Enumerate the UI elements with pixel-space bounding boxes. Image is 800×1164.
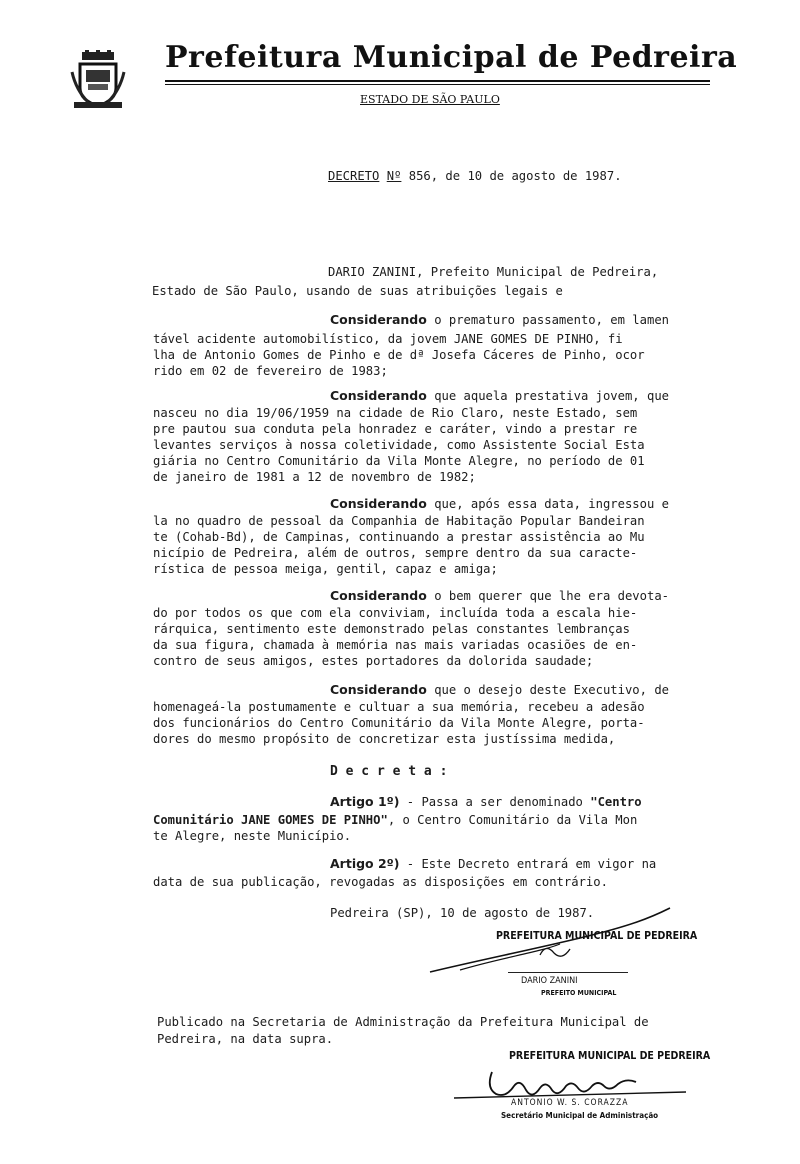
considering-4-line-4: da sua figura, chamada à memória nas mais variadas ocasiões de en- — [153, 638, 638, 652]
intro-line-1: DARIO ZANINI, Prefeito Municipal de Pedreira, — [328, 265, 659, 279]
decree-heading — [328, 169, 622, 183]
city-crest-icon — [70, 50, 126, 110]
publication-line-1: Publicado na Secretaria de Administração da Prefeitura Municipal de — [157, 1015, 649, 1029]
signature1-role: PREFEITO MUNICIPAL — [541, 989, 617, 997]
considering-1-line-1: Considerando o prematuro passamento, em lamen — [330, 312, 669, 327]
considering-4-line-1: Considerando o bem querer que lhe era devota- — [330, 588, 669, 603]
considering-3-line-4: nicípio de Pedreira, além de outros, sempre dentro da sua caracte- — [153, 546, 638, 560]
article-1-line-2: Comunitário JANE GOMES DE PINHO", o Centro Comunitário da Vila Mon — [153, 813, 638, 827]
considering-4-line-5: contro de seus amigos, estes portadores da dolorida saudade; — [153, 654, 594, 668]
decree-number-date: 856, de 10 de agosto de 1987. — [408, 169, 622, 183]
considering-1-line-3: lha de Antonio Gomes de Pinho e de dª Josefa Cáceres de Pinho, ocor — [153, 348, 645, 362]
considering-5-line-3: dos funcionários do Centro Comunitário da Vila Monte Alegre, porta- — [153, 716, 645, 730]
considering-3-line-2: la no quadro de pessoal da Companhia de Habitação Popular Bandeiran — [153, 514, 645, 528]
considering-3-line-5: rística de pessoa meiga, gentil, capaz e amiga; — [153, 562, 498, 576]
considering-2-line-3: pre pautou sua conduta pela honradez e caráter, vindo a prestar re — [153, 422, 638, 436]
considering-2-line-1: Considerando que aquela prestativa jovem, que — [330, 388, 669, 403]
org-title: Prefeitura Municipal de Pedreira — [165, 40, 738, 75]
considering-2-line-2: nasceu no dia 19/06/1959 na cidade de Rio Claro, neste Estado, sem — [153, 406, 638, 420]
considering-1-line-2: tável acidente automobilístico, da jovem JANE GOMES DE PINHO, fi — [153, 332, 623, 346]
signature2-name: ANTONIO W. S. CORAZZA — [511, 1098, 629, 1108]
mayor-signature-icon — [420, 900, 680, 980]
decree-label: DECRETO — [328, 169, 380, 183]
considering-4-line-3: rárquica, sentimento este demonstrado pelas constantes lembranças — [153, 622, 630, 636]
signature2-role: Secretário Municipal de Administração — [501, 1111, 659, 1120]
signature2-stamp: PREFEITURA MUNICIPAL DE PEDREIRA — [509, 1050, 711, 1062]
signature1-line — [508, 972, 628, 973]
considering-5-line-1: Considerando que o desejo deste Executivo, de — [330, 682, 669, 697]
considering-2-line-4: levantes serviços à nossa coletividade, como Assistente Social Esta — [153, 438, 645, 452]
considering-3-line-1: Considerando que, após essa data, ingressou e — [330, 496, 669, 511]
considering-3-line-3: te (Cohab-Bd), de Campinas, continuando a prestar assistência ao Mu — [153, 530, 645, 544]
org-subtitle: ESTADO DE SÃO PAULO — [360, 93, 500, 106]
considering-4-line-2: do por todos os que com ela conviviam, incluída toda a escala hie- — [153, 606, 638, 620]
considering-2-line-6: de janeiro de 1981 a 12 de novembro de 1982; — [153, 470, 476, 484]
intro-line-2: Estado de São Paulo, usando de suas atribuições legais e — [152, 284, 563, 298]
publication-line-2: Pedreira, na data supra. — [157, 1032, 334, 1046]
considering-5-line-2: homenageá-la postumamente e cultuar a sua memória, recebeu a adesão — [153, 700, 645, 714]
considering-5-line-4: dores do mesmo propósito de concretizar esta justíssima medida, — [153, 732, 616, 746]
signature1-name: DARIO ZANINI — [521, 976, 578, 986]
article-1-line-3: te Alegre, neste Município. — [153, 829, 352, 843]
article-1-line-1: Artigo 1º) - Passa a ser denominado "Centro — [330, 794, 642, 809]
mayor-name: DARIO ZANINI — [328, 265, 417, 279]
considering-2-line-5: giária no Centro Comunitário da Vila Monte Alegre, no período de 01 — [153, 454, 645, 468]
considering-1-line-4: rido em 02 de fevereiro de 1983; — [153, 364, 388, 378]
decree-number-label: Nº — [386, 169, 402, 183]
article-2-line-1: Artigo 2º) - Este Decreto entrará em vigor na — [330, 856, 657, 871]
title-rule-thin — [165, 84, 710, 85]
title-rule — [165, 80, 710, 82]
signature1-stamp: PREFEITURA MUNICIPAL DE PEDREIRA — [496, 930, 698, 942]
decreta-heading: D e c r e t a : — [330, 764, 448, 779]
article-2-line-2: data de sua publicação, revogadas as disposições em contrário. — [153, 875, 608, 889]
date-place: Pedreira (SP), 10 de agosto de 1987. — [330, 906, 595, 920]
